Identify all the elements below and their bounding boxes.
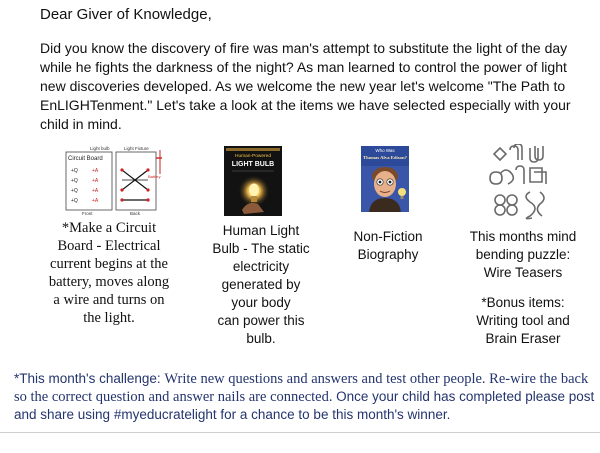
- caption-line: This months mind: [469, 229, 577, 244]
- caption-line: Brain Eraser: [485, 331, 561, 346]
- challenge-task: Write new questions and answers and test other people. Re-wire the back so the correct question and answer nails are connected.: [14, 371, 589, 405]
- light-bulb-book-image: [224, 146, 282, 216]
- caption-line: Board - Electrical: [57, 238, 161, 254]
- a-row-2: +A: [92, 178, 99, 184]
- caption-line: bulb.: [246, 331, 276, 346]
- caption-line: Writing tool and: [476, 313, 570, 328]
- front-label: Front: [82, 211, 93, 216]
- caption-line: the light.: [83, 310, 135, 326]
- caption-line: Human Light: [222, 223, 300, 238]
- greeting: Dear Giver of Knowledge,: [40, 6, 212, 23]
- edison-book-image: [361, 146, 409, 212]
- a-row-4: +A: [92, 198, 99, 204]
- challenge-label: *This month's challenge:: [14, 371, 165, 386]
- book-edison-title: Thomas Alva Edison?: [363, 155, 407, 160]
- a-row-3: +A: [92, 188, 99, 194]
- caption-line: can power this: [217, 313, 305, 328]
- q-row-1: +Q: [71, 168, 78, 174]
- intro-paragraph: Did you know the discovery of fire was man's attempt to substitute the light of the day while he fights the darkness of the night? As man learned to control the power of light new discoveries developed. As we welcome the new year let's welcome "The Path to EnLIGHTenment." Let's take a look at the items we have selected especially with your child in mind.: [40, 40, 571, 132]
- caption-line: Non-Fiction: [353, 229, 423, 244]
- caption-line: Biography: [357, 247, 419, 262]
- caption-line: Bulb - The static: [212, 241, 310, 256]
- biography-caption: [340, 228, 436, 264]
- caption-line: generated by: [221, 277, 301, 292]
- a-row-1: +A: [92, 168, 99, 174]
- caption-line: Wire Teasers: [483, 265, 563, 280]
- caption-line: *Make a Circuit: [61, 220, 157, 236]
- circuit-board-title: Circuit Board: [68, 156, 103, 162]
- monthly-challenge: [14, 370, 598, 424]
- bonus-items-caption: [458, 294, 588, 348]
- caption-line: a wire and turns on: [53, 292, 165, 308]
- q-row-2: +Q: [71, 178, 78, 184]
- light-bulb-caption: [198, 222, 324, 348]
- circuit-board-image: [62, 144, 166, 216]
- book-top-text: Human-Powered: [235, 154, 271, 159]
- book-title-text: LIGHT BULB: [231, 161, 275, 168]
- back-label: Back: [130, 211, 141, 216]
- challenge-cta: Once your child has completed please post and share using #myeducratelight for a chance to be this month's winner.: [14, 389, 595, 422]
- light-bulb-label: Light bulb: [90, 146, 110, 151]
- q-row-3: +Q: [71, 188, 78, 194]
- light-fixture-label: Light Fixture: [124, 146, 149, 151]
- caption-line: battery, moves along: [48, 274, 170, 290]
- caption-line: current begins at the: [50, 256, 168, 272]
- battery-label: Battery: [148, 174, 161, 179]
- bottom-divider: [0, 432, 600, 433]
- caption-line: your body: [231, 295, 291, 310]
- caption-line: electricity: [232, 259, 290, 274]
- caption-line: bending puzzle:: [475, 247, 571, 262]
- book-who-was: Who Was: [375, 148, 395, 153]
- caption-line: *Bonus items:: [481, 295, 565, 310]
- q-row-4: +Q: [71, 198, 78, 204]
- wire-teaser-caption: [458, 228, 588, 282]
- wire-teaser-image: [486, 144, 554, 220]
- circuit-board-caption: [36, 219, 182, 327]
